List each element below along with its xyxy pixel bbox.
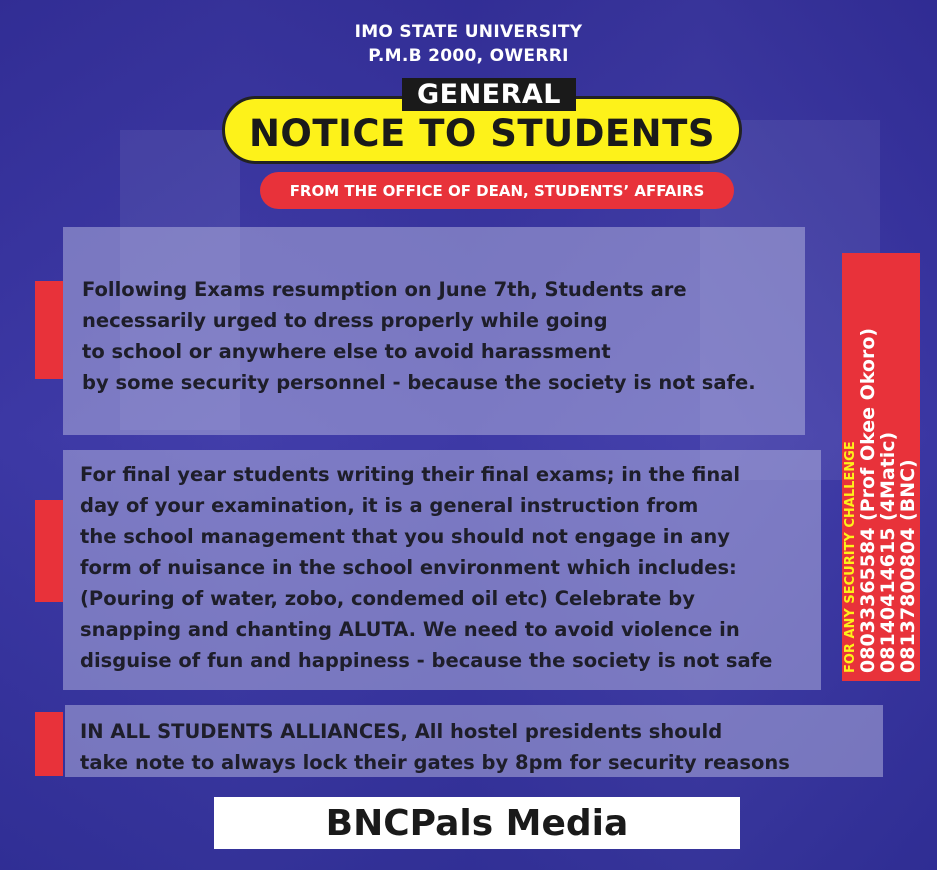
notice-title: NOTICE TO STUDENTS [248,111,716,155]
security-contacts-box [842,253,920,681]
notice-marker-2 [35,500,63,602]
security-contact-3: 08137800804 (BNC) [897,459,919,673]
security-contact-2: 08140414615 (4Matic) [877,431,899,673]
general-label: GENERAL [402,78,576,111]
security-title: FOR ANY SECURITY CHALLENGE [843,441,858,673]
office-banner: FROM THE OFFICE OF DEAN, STUDENTS’ AFFAIRS [260,172,734,209]
university-address: P.M.B 2000, OWERRI [368,46,569,66]
notice-text-3: IN ALL STUDENTS ALLIANCES, All hostel presidents should take note to always lock their gates by 8pm for security reasons [80,720,790,774]
notice-marker-3 [35,712,63,776]
security-contacts-content [842,253,920,681]
notice-marker-1 [35,281,63,379]
footer-brand: BNCPals Media [214,797,740,849]
notice-text-1: Following Exams resumption on June 7th, Students are necessarily urged to dress properly while going to school or anywhere else to avoid harassment by some security personnel - because the society is not safe. [82,278,756,394]
university-name: IMO STATE UNIVERSITY [354,22,583,42]
security-contact-1: 08033365584 (Prof Okee Okoro) [857,327,879,673]
notice-text-2: For final year students writing their final exams; in the final day of your examination, it is a general instruction from the school management that you should not engage in any form of nuisance in the school environment which includes: (Pouring of water, zobo, condemed oil etc) Celebrate by snapping and chanting ALUTA. We need to avoid violence in disguise of fun and happiness - because the society is not safe [80,463,773,672]
